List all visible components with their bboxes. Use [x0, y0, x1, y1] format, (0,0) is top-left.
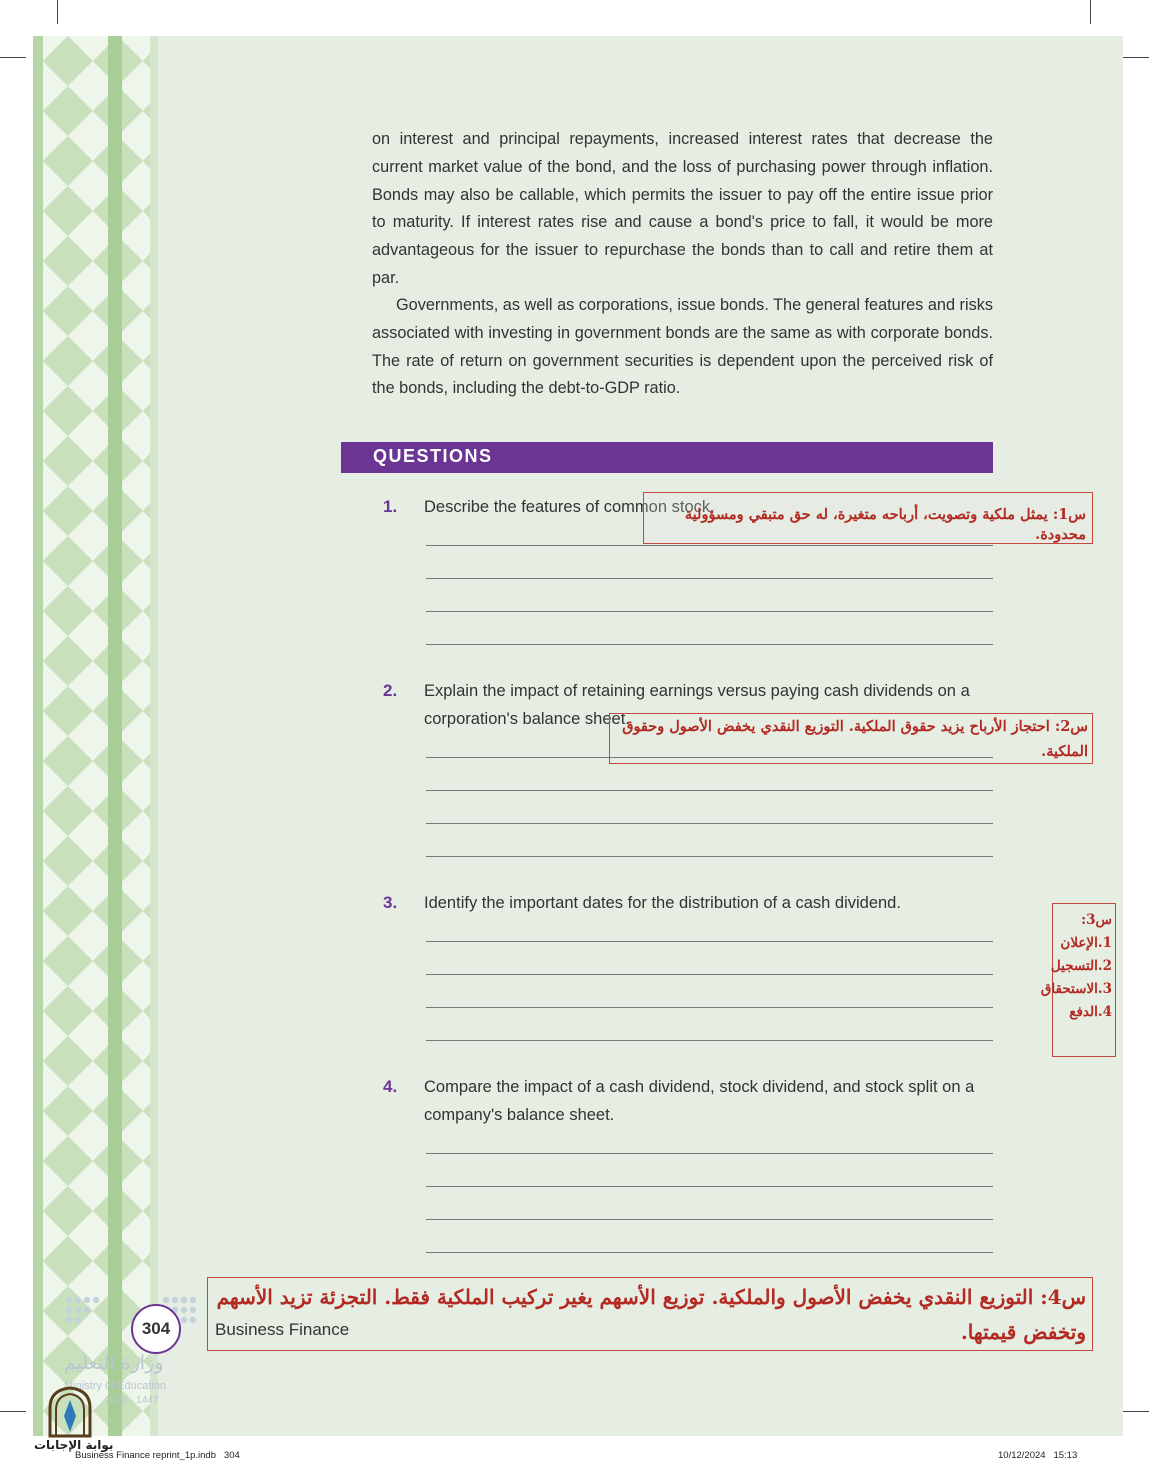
answer-box-2: س2: احتجاز الأرباح يزيد حقوق الملكية. التوزيع النقدي يخفض الأصول وحقوق الملكية.: [609, 713, 1093, 764]
crop-mark: [0, 1411, 26, 1412]
ministry-year: 2023 - 1447: [105, 1395, 159, 1406]
answer-line: [426, 1186, 993, 1187]
question-text: Identify the important dates for the distribution of a cash dividend.: [424, 894, 901, 912]
imprint-file: Business Finance reprint_1p.indb 304: [75, 1450, 240, 1461]
question-number: 1.: [383, 497, 398, 516]
body-paragraph: on interest and principal repayments, increased interest rates that decrease the current market value of the bond, and the loss of purchasing power through inflation. Bonds may also be callable, which permits the issuer to pay off the entire issue prior to maturity. If interest rates rise and cause a bond's price to fall, it would be more advantageous for the issuer to repurchase the bonds than to call and retire them at par.: [372, 130, 993, 287]
question-text: Compare the impact of a cash dividend, stock dividend, and stock split on a company's balance sheet.: [424, 1078, 975, 1124]
answer-line: [426, 974, 993, 975]
answer-line: [426, 1040, 993, 1041]
ministry-name-english: Ministry of Education: [64, 1380, 167, 1392]
crop-mark: [1123, 57, 1149, 58]
question-text: Describe the features of common stock.: [424, 498, 715, 516]
question-number: 3.: [383, 893, 398, 912]
watermark-logo-icon: [46, 1386, 94, 1438]
questions-header: [341, 442, 993, 473]
body-paragraph: Governments, as well as corporations, issue bonds. The general features and risks associated with investing in government bonds are the same as with corporate bonds. The rate of return on government securities is dependent upon the perceived risk of the bonds, including the debt-to-GDP ratio.: [372, 296, 993, 398]
answer-line: [426, 1153, 993, 1154]
answer-line: [426, 823, 993, 824]
answer-line: [426, 1219, 993, 1220]
crop-mark: [1090, 0, 1091, 24]
watermark-site-name: بوابة الإجابات: [34, 1438, 114, 1452]
answer-3-item: 1.الإعلان: [1060, 935, 1112, 951]
answer-line: [426, 545, 993, 546]
answer-line: [426, 611, 993, 612]
decorative-stripe: [108, 36, 122, 1436]
question-number: 2.: [383, 681, 398, 700]
answer-line: [426, 1007, 993, 1008]
imprint-date: 10/12/2024 15:13: [998, 1450, 1078, 1461]
answer-box-3: [1040, 903, 1116, 1057]
decorative-pattern: [43, 36, 158, 1436]
decorative-stripe: [33, 36, 43, 1436]
questions-heading: QUESTIONS: [373, 446, 493, 466]
answer-box-1: س1: يمثل ملكية وتصويت، أرباحه متغيرة، له حق متبقي ومسؤولية محدودة.: [643, 492, 1093, 544]
answer-line: [426, 644, 993, 645]
answer-line: [426, 578, 993, 579]
answer-line: [426, 856, 993, 857]
answer-3-item: 2.التسجيل: [1050, 958, 1112, 974]
answer-3-item: 3.الاستحقاق: [1040, 981, 1112, 997]
ministry-name-arabic: وزارة التعليم: [64, 1352, 164, 1374]
question-number: 4.: [383, 1077, 398, 1096]
answer-3-item: 4.الدفع: [1069, 1004, 1112, 1020]
crop-mark: [1123, 1411, 1149, 1412]
answer-line: [426, 941, 993, 942]
page-number: 304: [131, 1304, 181, 1354]
answer-box-4: س4: التوزيع النقدي يخفض الأصول والملكية. توزيع الأسهم يغير تركيب الملكية فقط. التجزئة تزيد الأسهم وتخفض قيمتها.: [207, 1277, 1093, 1351]
answer-line: [426, 1252, 993, 1253]
answer-line: [426, 790, 993, 791]
crop-mark: [57, 0, 58, 24]
decorative-stripe: [150, 36, 158, 1436]
answer-3-title: س3:: [1081, 912, 1112, 928]
crop-mark: [0, 57, 26, 58]
question-text: Explain the impact of retaining earnings versus paying cash dividends on a corporation's balance sheet.: [424, 682, 970, 728]
book-title: Business Finance: [215, 1320, 350, 1339]
